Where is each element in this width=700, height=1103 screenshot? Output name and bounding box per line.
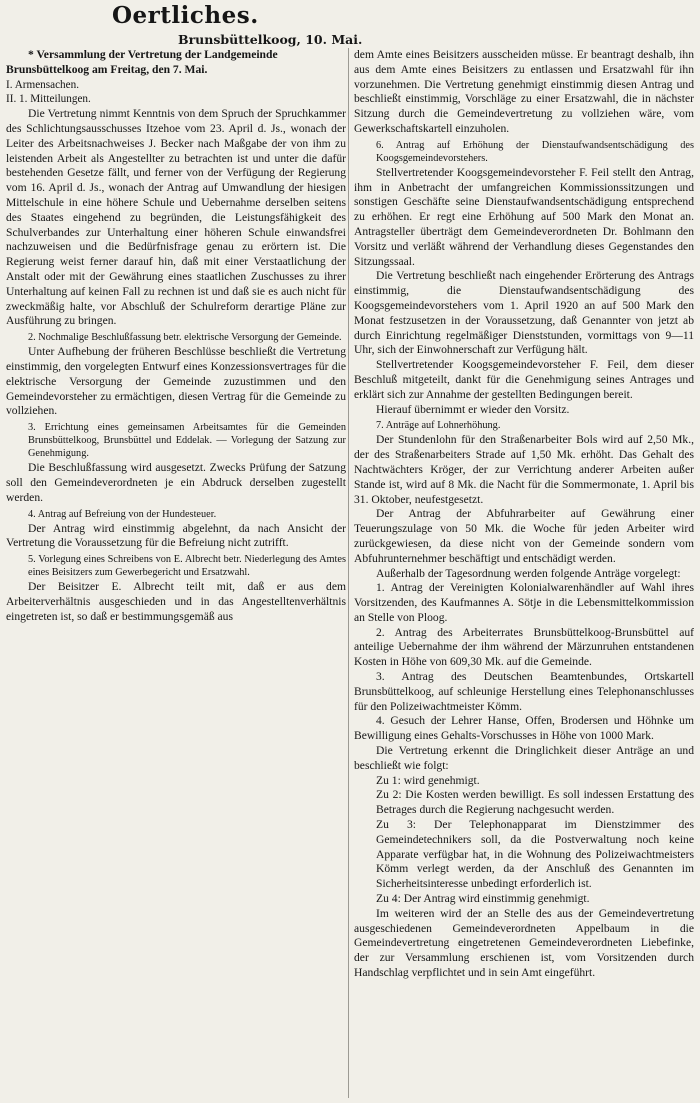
column-right — [354, 48, 694, 981]
section-heading: Oertliches. — [112, 2, 259, 29]
agenda-item-heading: 5. Vorlegung eines Schreibens von E. Albrecht betr. Niederlegung des Amtes eines Beisitzers zum Gewerbegericht und Ersatzwahl. — [28, 554, 346, 579]
paragraph: Im weiteren wird der an Stelle des aus der Gemeindevertretung ausgeschiedenen Gemeindeverordneten Appelbaum in die Gemeindevertretung eingetretenen Gemeindeverordneten Liebefinke, der zur Versammlung erschienen ist, vom Vorsitzenden durch Handschlag verpflichtet und in sein Amt eingeführt. — [354, 906, 694, 980]
dateline: Brunsbüttelkoog, 10. Mai. — [178, 32, 363, 47]
decision-item: Zu 2: Die Kosten werden bewilligt. Es soll indessen Erstattung des Betrages durch die Regierung nachgesucht werden. — [376, 788, 694, 817]
list-item: 4. Gesuch der Lehrer Hanse, Offen, Brodersen und Höhnke um Bewilligung eines Gehalts-Vorschusses in Höhe von 1000 Mark. — [354, 714, 694, 743]
agenda-item-heading: 2. Nochmalige Beschlußfassung betr. elektrische Versorgung der Gemeinde. — [28, 332, 342, 344]
agenda-item-heading: 3. Errichtung eines gemeinsamen Arbeitsamtes für die Gemeinden Brunsbüttelkoog, Brunsbüttel und Eddelak. — Vorlegung der Satzung zur Genehmigung. — [28, 422, 346, 460]
column-left — [6, 48, 346, 625]
list-item: 1. Antrag der Vereinigten Kolonialwarenhändler auf Wahl ihres Vorsitzenden, des Kaufmannes A. Sötje in die Lebensmittelkommission an Stelle von Ploog. — [354, 581, 694, 624]
agenda-item-heading: 7. Anträge auf Lohnerhöhung. — [376, 420, 501, 432]
list-item: 3. Antrag des Deutschen Beamtenbundes, Ortskartell Brunsbüttelkoog, auf schleunige Herstellung eines Telephonanschlusses für den Polizeiwachtmeister Kömm. — [354, 670, 694, 713]
paragraph: Der Stundenlohn für den Straßenarbeiter Bols wird auf 2,50 Mk., der des Straßenarbeiters Strade auf 1,50 Mk. erhöht. Das Gehalt des Nachtwächters Kröger, der zur Verrichtung anderer Arbeiten außer Stande ist, wird auf 8 Mk. die Nacht für die Sommermonate, 1. April bis 31. Oktober, neufestgesetzt. — [354, 433, 694, 506]
agenda-item-heading: 6. Antrag auf Erhöhung der Dienstaufwandsentschädigung des Koogsgemeindevorstehers. — [376, 139, 694, 164]
decision-item: Zu 3: Der Telephonapparat im Dienstzimmer des Gemeindetechnikers soll, da die Postverwaltung noch keine Apparate verfügbar hat, in die Wohnung des Polizeiwachtmeisters Kömm verlegt werden, da der Anschluß des Genannten im Sicherheitsinteresse unbedingt erforderlich ist. — [376, 818, 694, 891]
paragraph: dem Amte eines Beisitzers ausscheiden müsse. Er beantragt deshalb, ihn aus dem Amte eines Beisitzers zu entlassen und Ersatzwahl für ihn vorzunehmen. Die Vertretung genehmigt einstimmig diesen Antrag und beschließt einstimmig, Vorschläge zu einer Ersatzwahl, die in nächster Sitzung durch die Gemeindevertretung zu vollziehen wäre, vom Gewerkschaftskartell einzuholen. — [354, 48, 694, 135]
paragraph: Der Antrag der Abfuhrarbeiter auf Gewährung einer Teuerungszulage von 50 Mk. die Woche für jeden Arbeiter wird zurückgewiesen, da diese nicht von der Gemeinde sondern vom Abfuhrunternehmer beschäftigt und entschädigt werden. — [354, 507, 694, 565]
paragraph: Der Antrag wird einstimmig abgelehnt, da nach Ansicht der Vertretung die Voraussetzung für die Befreiung nicht zutrifft. — [6, 521, 346, 550]
paragraph: Die Vertretung erkennt die Dringlichkeit dieser Anträge an und beschließt wie folgt: — [354, 744, 694, 772]
paragraph: Außerhalb der Tagesordnung werden folgende Anträge vorgelegt: — [376, 566, 681, 580]
section-armensachen: I. Armensachen. — [6, 78, 80, 91]
paragraph: Die Beschlußfassung wird ausgesetzt. Zwecks Prüfung der Satzung soll den Gemeindeverordneten je ein Abdruck derselben zugestellt werden. — [6, 461, 346, 504]
column-divider — [348, 48, 349, 1098]
paragraph: Der Beisitzer E. Albrecht teilt mit, daß er aus dem Arbeiterverhältnis ausgeschieden und in das Angestelltenverhältnis eingetreten ist, so daß er bestimmungsgemäß aus — [6, 580, 346, 623]
decision-item: Zu 1: wird genehmigt. — [376, 773, 480, 787]
decision-item: Zu 4: Der Antrag wird einstimmig genehmigt. — [376, 892, 590, 906]
paragraph: Unter Aufhebung der früheren Beschlüsse beschließt die Vertretung einstimmig, den vorgelegten Entwurf eines Konzessionsvertrages für die elektrische Versorgung der Gemeinde zuzustimmen und den Gemeindevorsteher zu ermächtigen, diesen Vertrag für die Gemeinde zu vollziehen. — [6, 345, 346, 418]
paragraph: Stellvertretender Koogsgemeindevorsteher F. Feil, dem dieser Beschluß mitgeteilt, dankt für die Genehmigung seines Antrages und erklärt sich zur Annahme der gestellten Bedingungen bereit. — [354, 358, 694, 401]
list-item: 2. Antrag des Arbeiterrates Brunsbüttelkoog-Brunsbüttel auf anteilige Uebernahme der ihm während der Märzunruhen entstandenen Kosten in Höhe von 609,30 Mk. auf die Gemeinde. — [354, 625, 694, 669]
paragraph: Die Vertretung beschließt nach eingehender Erörterung des Antrags einstimmig, die Dienstaufwandsentschädigung des Koogsgemeindevorstehers vom 1. April 1920 an auf 500 Mark den Monat festzusetzen in der Voraussetzung, daß Genannter von jetzt ab durch Einrichtung regelmäßiger Dienststunden, vormittags von 9—11 Uhr, sich der Einwohnerschaft zur Verfügung hält. — [354, 269, 694, 357]
paragraph: Die Vertretung nimmt Kenntnis von dem Spruch der Spruchkammer des Schlichtungsausschusses Itzehoe vom 23. April d. Js., wonach der Leiter des Arbeitsnachweises J. Becker nach Maßgabe der von ihm zu leistenden Arbeit als Angestellter zu betrachten ist und unter die dafür bestehenden Gesetze fällt, und ferner von der Verfügung der Regierung vom 16. April d. Js., wonach der Antrag auf Umwandlung der hiesigen Mittelschule in eine höhere Schule und Uebernahme derselben seitens des Staates eingehend zu begründen, die Leistungsfähigkeit des Schulverbandes zur Unterhaltung einer höheren Schule einwandsfrei nachzuweisen und die Bedürfnisfrage genau zu erörtern ist. Die Regierung weist ferner darauf hin, daß mit einer Verstaatlichung der Anstalt oder mit der Gewährung eines staatlichen Zuschusses zu ihrer Unterhaltung auf keinen Fall zu rechnen ist und daß sie es auch nicht für zweckmäßig halte, vor Abschluß der Schulreform derartige Pläne zur Ausführung zu bringen. — [6, 107, 346, 328]
agenda-item-heading: 4. Antrag auf Befreiung von der Hundesteuer. — [28, 508, 217, 520]
paragraph: Stellvertretender Koogsgemeindevorsteher F. Feil stellt den Antrag, ihm in Anbetracht der umfangreichen Kommissionssitzungen und sonstigen Geschäfte seine Dienstaufwandsentschädigung entsprechend zu erhöhen. Er regt eine Erhöhung auf 500 Mark den Monat an. Antragsteller überträgt dem Gemeindeverordneten Dr. Bohlmann den Vorsitz und verläßt während der Verhandlung dieses Gegenstandes den Sitzungssaal. — [354, 165, 694, 268]
paragraph: Hierauf übernimmt er wieder den Vorsitz. — [376, 402, 570, 416]
section-mitteilungen: II. 1. Mitteilungen. — [6, 93, 91, 106]
article-title: * Versammlung der Vertretung der Landgemeinde — [28, 48, 278, 61]
article-subtitle: Brunsbüttelkoog am Freitag, den 7. Mai. — [6, 62, 208, 76]
